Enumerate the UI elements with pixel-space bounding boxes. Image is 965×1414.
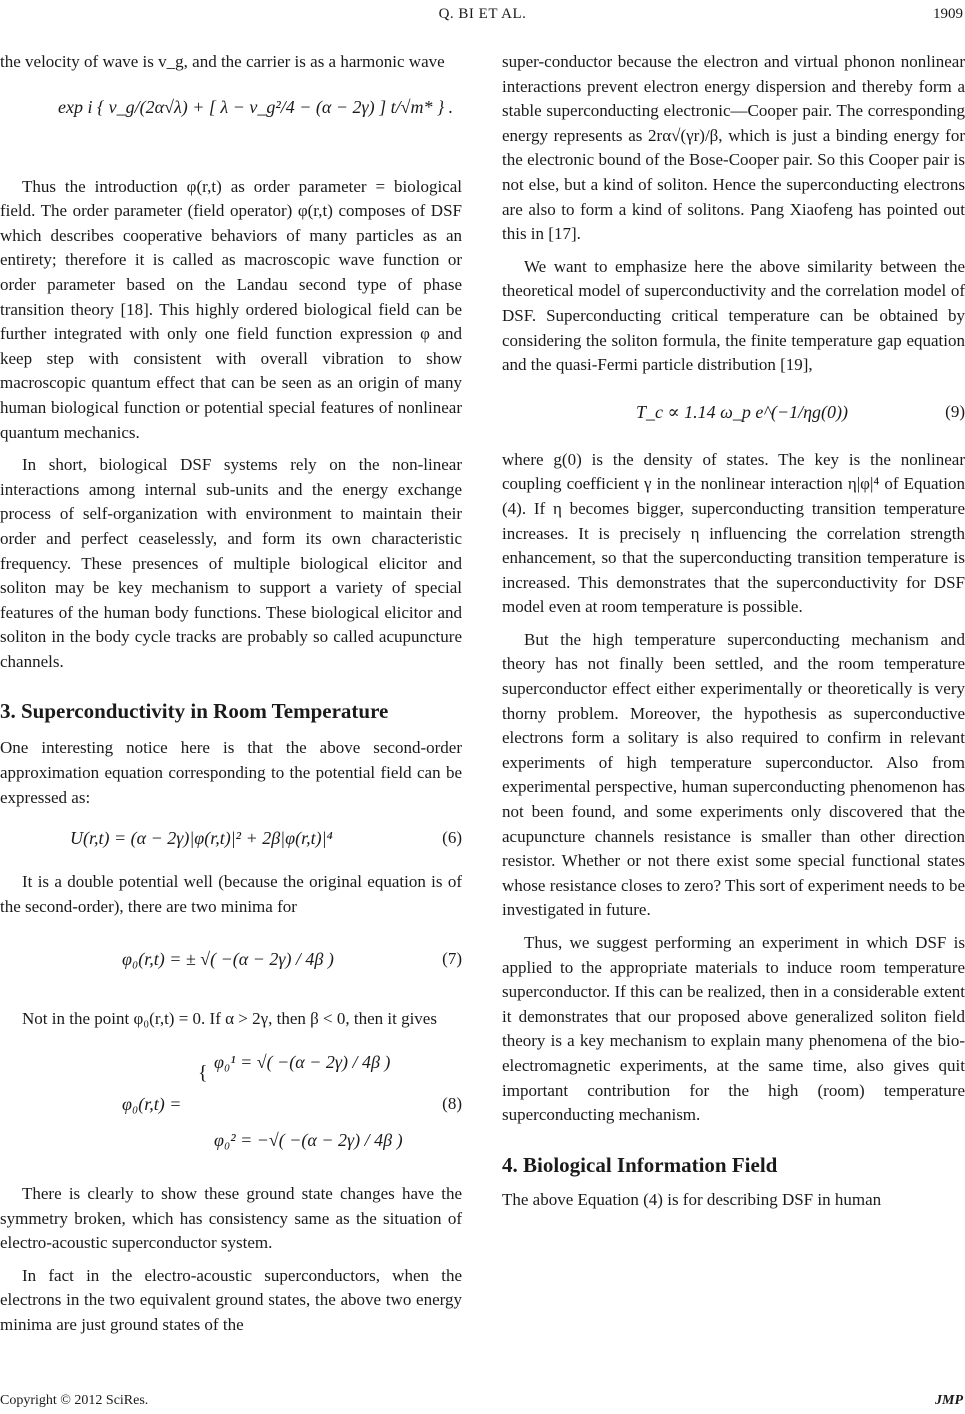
equation-6 (0, 810, 462, 870)
paragraph: In fact in the electro-acoustic superconductors, when the electrons in the two equivalent ground states, the above two energy minima are just ground states of the (0, 1265, 462, 1334)
paragraph: There is clearly to show these ground state changes have the symmetry broken, which has consistency same as the situation of electro-acoustic superconductor system. (0, 1184, 462, 1253)
section-heading-4: 4. Biological Information Field (502, 1152, 778, 1177)
equation-body: φ₀(r,t) = ± √( −(α − 2γ) / 4β ) (122, 949, 334, 970)
paragraph: But the high temperature superconducting mechanism and theory has not finally been settled, and the room temperature superconductor effect either experimentally or theoretically is very thorny problem. Moreover, the hypothesis as superconductive electrons form a solitary is also required to confirm in relevant experiments of high temperature superconductor. Also from experimental perspective, human superconducting phenomenon has not been found, and some experiments only discovered that the acupuncture channels resistance is smaller than other direction resistor. Whether or not there exist some special functional states whose resistance closes to zero? This sort of experiment needs to be investigated in future. (502, 629, 965, 920)
paragraph: Thus, we suggest performing an experiment in which DSF is applied to the appropriate materials to induce room temperature superconductor. If this can be realized, then in a considerable extent it demonstrates that our proposed above generalized soliton field theory is a key mechanism to explain many phenomena of the bio-electromagnetic experiments, at the same time, also gives quit important contribution for the high (room) temperature superconducting mechanism. (502, 933, 965, 1125)
equation-9 (502, 378, 965, 448)
equation-7 (0, 919, 462, 1007)
page-number: 1909 (933, 6, 963, 22)
equation-harmonic-wave (0, 75, 462, 175)
running-title: Q. BI ET AL. (438, 6, 527, 22)
equation-line: φ₀² = −√( −(α − 2γ) / 4β ) (214, 1130, 403, 1151)
equation-body: exp i { v_g/(2α√λ) + [ λ − v_g²/4 − (α − 2γ) ] t/√m* } . (58, 96, 454, 117)
paragraph: The above Equation (4) is for describing DSF in human (502, 1189, 882, 1209)
brace: { (198, 1062, 208, 1085)
equation-lhs: φ₀(r,t) = (122, 1094, 182, 1115)
copyright-notice: Copyright © 2012 SciRes. (0, 1393, 149, 1408)
paragraph: where g(0) is the density of states. The key is the nonlinear coupling coefficient γ in the nonlinear interaction η|φ|⁴ of Equation (4). If η becomes bigger, superconducting transition temperature increases. It is precisely η influencing the correlation strength enhancement, so that the superconducting transition temperature is increased. This demonstrates that the superconductivity for DSF model even at room temperature is possible. (502, 449, 965, 617)
left-column (0, 50, 462, 1338)
paragraph: super-conductor because the electron and virtual phonon nonlinear interactions prevent electron energy dispersion and thereby form a stable superconducting electronic—Cooper pair. The corresponding energy represents as 2rα√(γr)/β, which is just a binding energy for the electronic bound of the Bose-Cooper pair. So this Cooper pair is not else, but a kind of soliton. Hence the superconducting electrons are also to form a kind of solitons. Pang Xiaofeng has pointed out this in [17]. (502, 52, 965, 244)
paragraph: One interesting notice here is that the above second-order approximation equation corresponding to the potential field can be expressed as: (0, 738, 462, 807)
page-footer (0, 1393, 965, 1413)
paragraph: the velocity of wave is v_g, and the carrier is as a harmonic wave (0, 52, 445, 71)
section-heading-3: 3. Superconductivity in Room Temperature (0, 699, 389, 724)
equation-body: T_c ∝ 1.14 ω_p e^(−1/ηg(0)) (636, 401, 849, 422)
paragraph: Not in the point φ₀(r,t) = 0. If α > 2γ, then β < 0, then it gives (22, 1009, 437, 1029)
equation-number: (7) (442, 949, 462, 969)
equation-number: (9) (945, 401, 965, 421)
paragraph: Thus the introduction φ(r,t) as order parameter = biological field. The order parameter (field operator) φ(r,t) composes of DSF which describes cooperative behaviors of many particles as an entirety; therefore it is called as macroscopic wave function or order parameter based on the Landau second type of phase transition theory [18]. This highly ordered biological field can be further integrated with only one field function expression φ and keep step with consistent with overall vibration to show macroscopic quantum effect that can be seen as an origin of many human biological function or potential special features of nonlinear quantum mechanics. (0, 176, 462, 442)
page-header (0, 6, 965, 28)
paragraph: We want to emphasize here the above similarity between the theoretical model of superconductivity and the correlation model of DSF. Superconducting critical temperature can be obtained by considering the soliton formula, the finite temperature gap equation and the quasi-Fermi particle distribution [19], (502, 256, 965, 375)
equation-body: U(r,t) = (α − 2γ)|φ(r,t)|² + 2β|φ(r,t)|⁴ (70, 828, 333, 849)
equation-number: (6) (442, 828, 462, 848)
equation-8 (0, 1032, 462, 1182)
paragraph: It is a double potential well (because the original equation is of the second-order), there are two minima for (0, 872, 462, 916)
journal-name: JMP (935, 1393, 963, 1408)
equation-number: (8) (442, 1094, 462, 1114)
right-column (502, 50, 965, 1212)
equation-line: φ₀¹ = √( −(α − 2γ) / 4β ) (214, 1052, 391, 1073)
paragraph: In short, biological DSF systems rely on the non-linear interactions among internal sub-units and the energy exchange process of self-organization with environment to maintain their order and perfect ceaselessly, and form its own characteristic frequency. These presences of multiple biological elicitor and soliton may be key mechanism to support a variety of special features of the human body functions. These biological elicitor and soliton in the body cycle tracks are probably so called acupuncture channels. (0, 455, 462, 671)
